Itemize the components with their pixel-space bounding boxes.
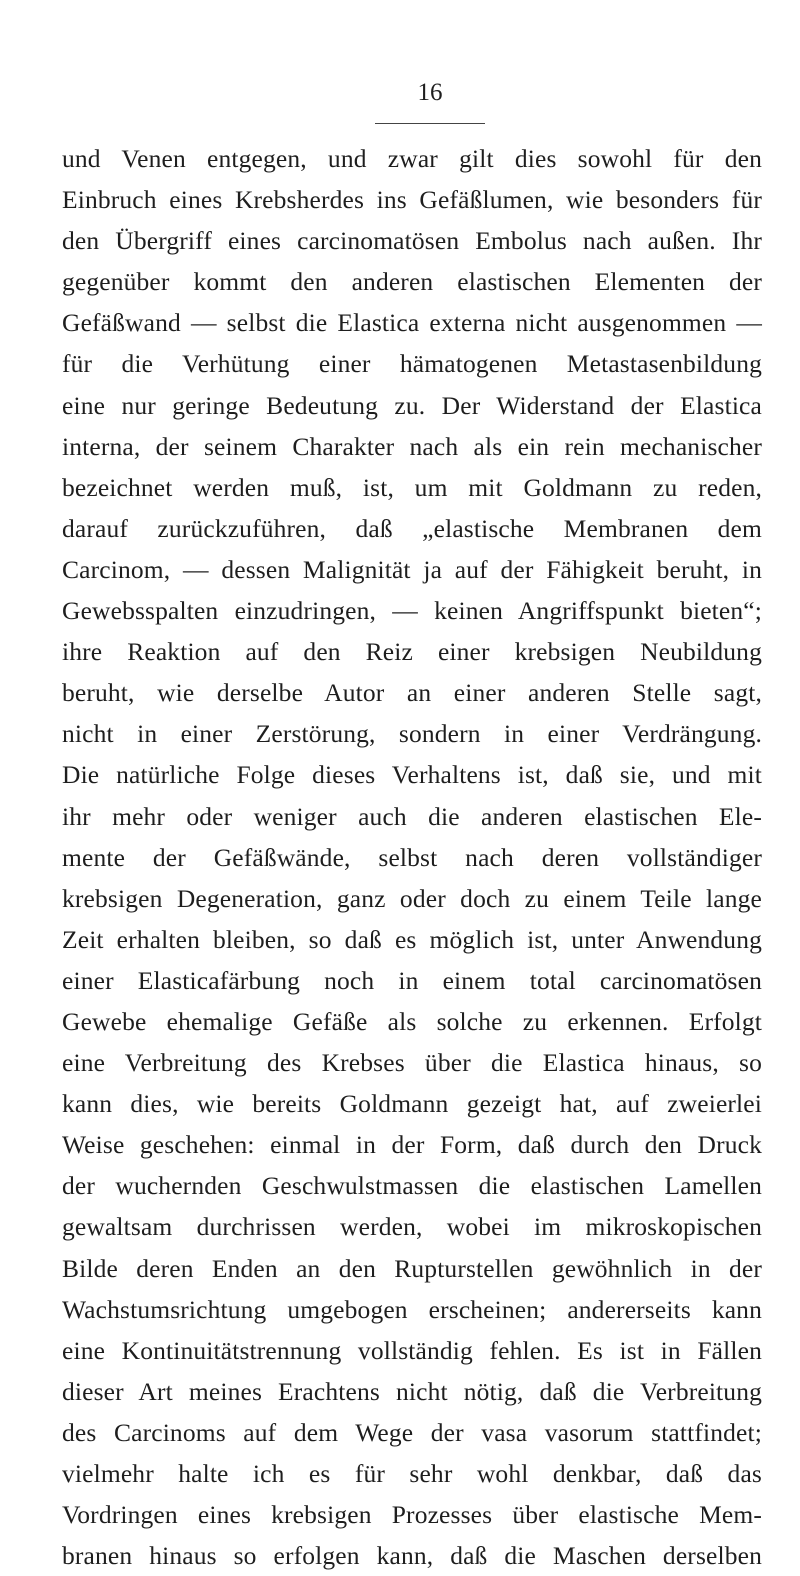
text-line: Gefäßwand — selbst die Elastica externa nicht ausgenommen —: [62, 308, 762, 338]
text-line: Einbruch eines Krebsherdes ins Gefäßlumen, wie besonders für: [62, 185, 762, 215]
text-line: beruht, wie derselbe Autor an einer anderen Stelle sagt,: [62, 678, 762, 708]
text-line: Gewebsspalten einzudringen, — keinen Angriffspunkt bieten“;: [62, 596, 762, 626]
text-line: Weise geschehen: einmal in der Form, daß durch den Druck: [62, 1130, 762, 1160]
text-line: für die Verhütung einer hämatogenen Metastasenbildung: [62, 349, 762, 379]
text-line: ihre Reaktion auf den Reiz einer krebsigen Neubildung: [62, 637, 762, 667]
text-line: ihr mehr oder weniger auch die anderen elastischen Ele-: [62, 801, 762, 831]
text-line: eine Kontinuitätstrennung vollständig fehlen. Es ist in Fällen: [62, 1335, 762, 1365]
text-line: krebsigen Degeneration, ganz oder doch zu einem Teile lange: [62, 883, 762, 913]
text-line: Wachstumsrichtung umgebogen erscheinen; andererseits kann: [62, 1294, 762, 1324]
text-line: Bilde deren Enden an den Rupturstellen gewöhnlich in der: [62, 1253, 762, 1283]
text-line: Vordringen eines krebsigen Prozesses über elastische Mem-: [62, 1500, 762, 1530]
text-line: mente der Gefäßwände, selbst nach deren vollständiger: [62, 842, 762, 872]
text-line: interna, der seinem Charakter nach als ein rein mechanischer: [62, 431, 762, 461]
text-line: Die natürliche Folge dieses Verhaltens ist, daß sie, und mit: [62, 760, 762, 790]
text-line: darauf zurückzuführen, daß „elastische Membranen dem: [62, 513, 762, 543]
text-line: branen hinaus so erfolgen kann, daß die Maschen derselben: [62, 1541, 762, 1571]
text-line: des Carcinoms auf dem Wege der vasa vasorum stattfindet;: [62, 1417, 762, 1447]
text-line: eine Verbreitung des Krebses über die Elastica hinaus, so: [62, 1048, 762, 1078]
text-line: Carcinom, — dessen Malignität ja auf der Fähigkeit beruht, in: [62, 554, 762, 584]
text-line: eine nur geringe Bedeutung zu. Der Widerstand der Elastica: [62, 390, 762, 420]
text-line: kann dies, wie bereits Goldmann gezeigt hat, auf zweierlei: [62, 1089, 762, 1119]
text-line: nicht in einer Zerstörung, sondern in einer Verdrängung.: [62, 719, 762, 749]
text-line: bezeichnet werden muß, ist, um mit Goldmann zu reden,: [62, 472, 762, 502]
page-number: 16: [417, 79, 443, 106]
text-line: dieser Art meines Erachtens nicht nötig, daß die Verbreitung: [62, 1376, 762, 1406]
text-line: gegenüber kommt den anderen elastischen Elementen der: [62, 267, 762, 297]
text-line: Zeit erhalten bleiben, so daß es möglich ist, unter Anwendung: [62, 924, 762, 954]
body-text: [62, 138, 762, 1576]
text-line: gewaltsam durchrissen werden, wobei im mikroskopischen: [62, 1212, 762, 1242]
text-line: Gewebe ehemalige Gefäße als solche zu erkennen. Erfolgt: [62, 1006, 762, 1036]
text-line: und Venen entgegen, und zwar gilt dies sowohl für den: [62, 144, 762, 173]
text-line: einer Elasticafärbung noch in einem total carcinomatösen: [62, 965, 762, 995]
text-line: vielmehr halte ich es für sehr wohl denkbar, daß das: [62, 1459, 762, 1488]
text-line: der wuchernden Geschwulstmassen die elastischen Lamellen: [62, 1171, 762, 1201]
text-line: den Übergriff eines carcinomatösen Embolus nach außen. Ihr: [62, 226, 762, 256]
page-number-rule: [375, 123, 485, 124]
